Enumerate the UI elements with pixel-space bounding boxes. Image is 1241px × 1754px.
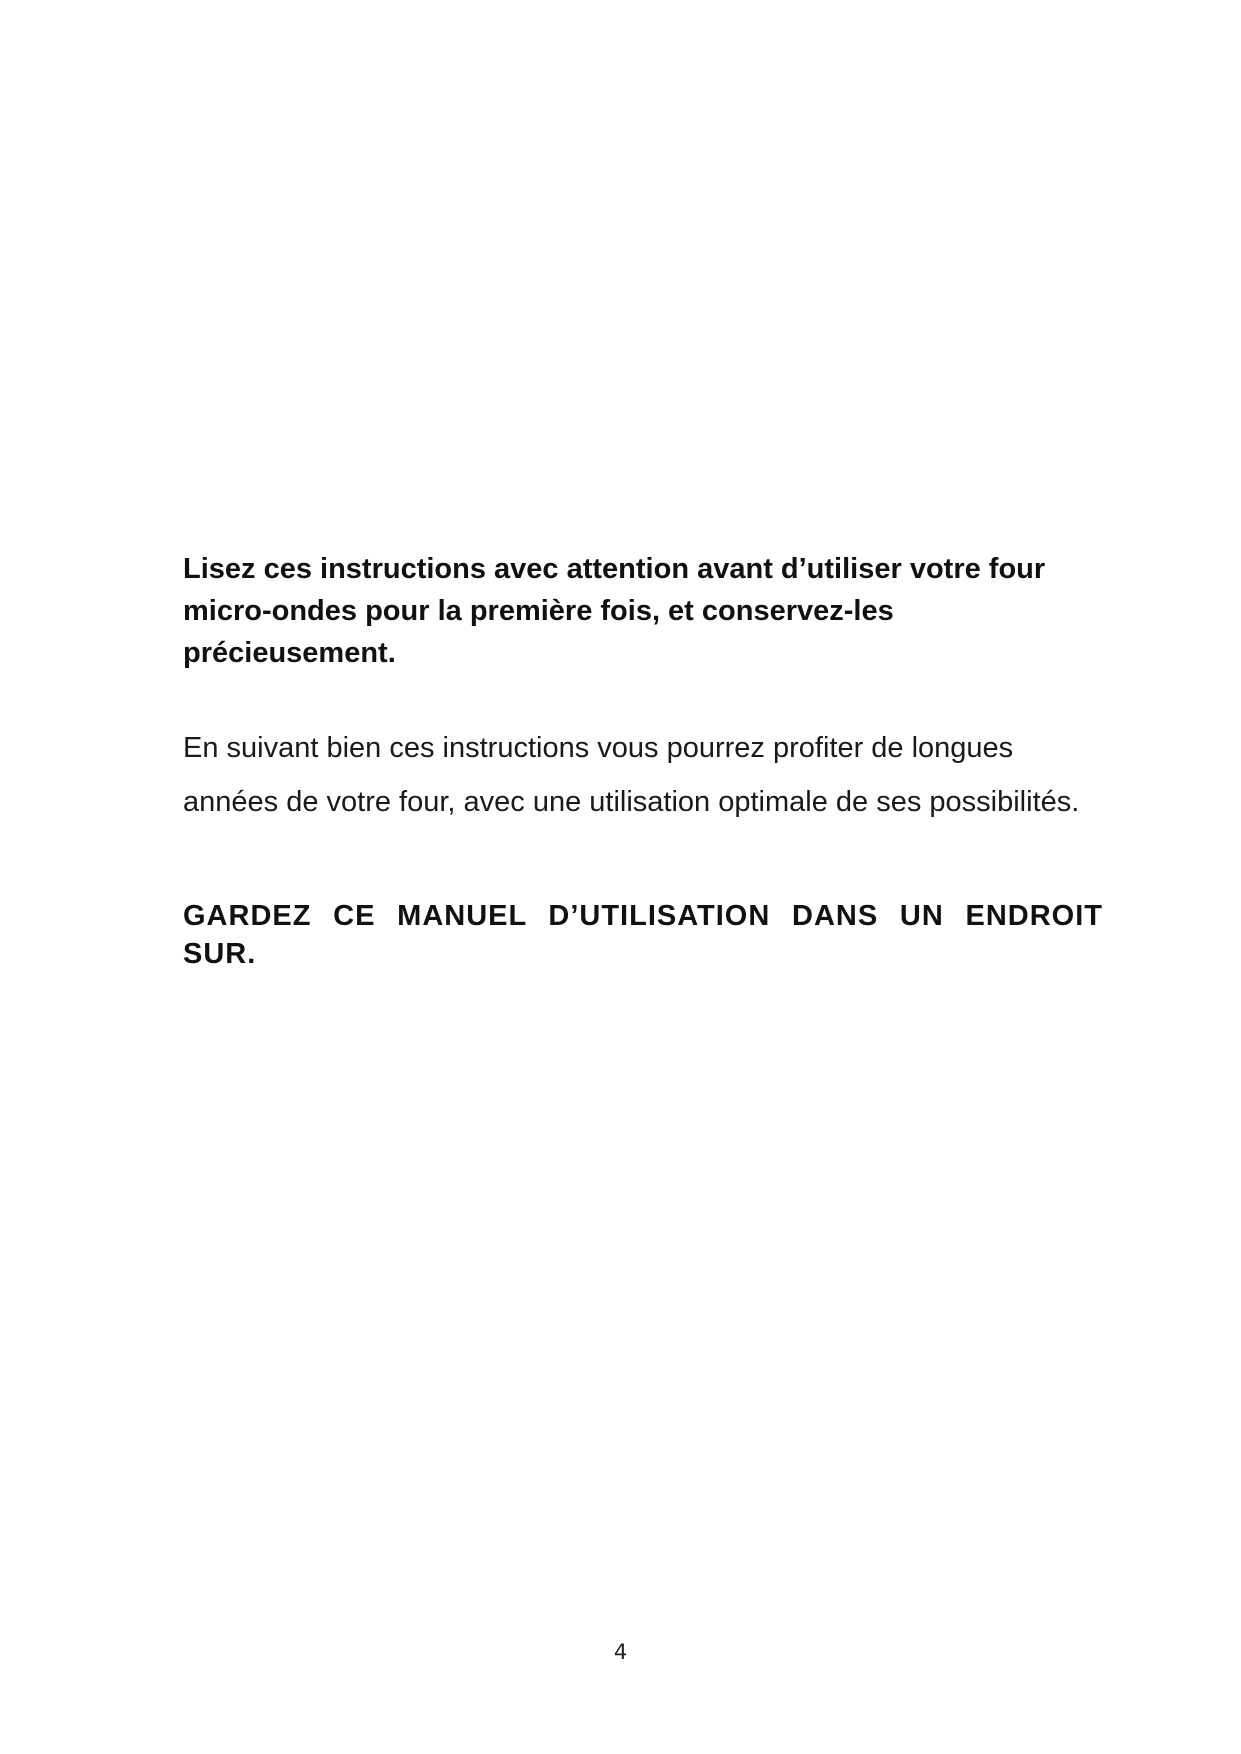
page-content [183,548,1103,973]
body-paragraph: En suivant bien ces instructions vous pourrez profiter de longues années de votre four, avec une utilisation optimale de ses possibilités. [183,732,1080,818]
intro-bold-paragraph: Lisez ces instructions avec attention avant d’utiliser votre four micro-ondes pour la première fois, et conservez-les précieusement. [183,553,1046,669]
warning-heading: GARDEZ CE MANUEL D’UTILISATION DANS UN ENDROIT SUR. [183,900,1103,970]
page-number: 4 [613,1640,628,1664]
